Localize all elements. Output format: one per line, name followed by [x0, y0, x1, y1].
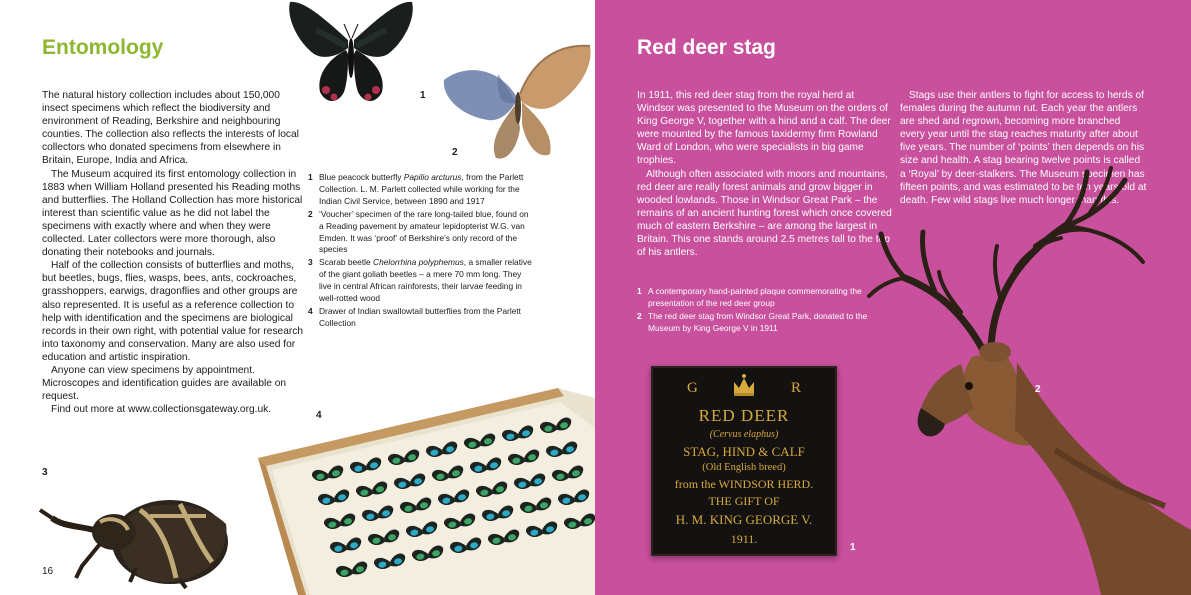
body-paragraph: Half of the collection consists of butterflies and moths, but beetles, bugs, flies, wasps, bees, ants, cockroaches, grasshoppers, earwigs, dragonflies and other groups are also represented. It is useful as a reference collection to help with identification and the specimens are biological records in their own right, with potential value for research into taxonomy and conservation. Many are also used for education and artistic inspiration.	[42, 260, 304, 363]
body-paragraph: Stags use their antlers to fight for access to herds of females during the autumn rut. Each year the antlers are shed and regrown, becoming more branched every year until the stag reaches maturity after about five years. The number of ‘points’ then depends on his size and health. A stag bearing twelve points is called a ‘Royal’ by deer-stalkers. The Museum specimen has fifteen points, and was estimated to be ten years old at death. Few wild stags live much longer than this.	[900, 90, 1147, 206]
caption-number: 1	[308, 172, 313, 182]
left-page	[0, 0, 595, 595]
caption-item: 1 A contemporary hand-painted plaque commemorating the presentation of the red deer group	[637, 286, 862, 308]
figure-label: 2	[452, 147, 458, 158]
plaque-line: RED DEER	[698, 406, 790, 425]
figure-label: 1	[420, 90, 426, 101]
figure-label: 3	[42, 467, 48, 478]
plaque-line: THE GIFT OF	[708, 494, 780, 508]
body-paragraph-link: Find out more at www.collectionsgateway.org.uk.	[51, 404, 272, 416]
page-number: 16	[42, 566, 54, 577]
plaque-letter-r: R	[790, 380, 801, 396]
butterfly-peacock-image	[286, 0, 416, 108]
plaque-line: (Cervus elaphus)	[709, 429, 779, 440]
plaque-line: 1911.	[730, 532, 758, 546]
caption-number: 2	[308, 208, 313, 219]
plaque-image	[651, 366, 837, 556]
caption-number: 4	[308, 305, 313, 316]
caption-item: 2 The red deer stag from Windsor Great Park, donated to the Museum by King George V in 1911	[637, 310, 868, 333]
stag-captions	[637, 286, 887, 336]
caption-item: 2 ‘Voucher’ specimen of the rare long-tailed blue, found on a Reading pavement by amateur lepidopterist W.G. van Emden. It was ‘proof’ of Berkshire’s only record of the species	[308, 208, 529, 255]
butterfly-long-tailed-blue-image	[438, 36, 595, 166]
stag-body-column-1	[637, 89, 893, 259]
body-paragraph: The Museum acquired its first entomology collection in 1883 when William Holland presented his Reading moths and butterflies. The Holland Collection has more historical interest than scientific value as he did not label the specimens with exactly where and when they were collected. Later collectors were more thorough, also donating their notebooks and journals.	[42, 168, 303, 259]
beetle-image	[30, 470, 240, 588]
entomology-body-text	[42, 89, 304, 416]
plaque-line: (Old English breed)	[702, 462, 786, 473]
caption-number: 1	[637, 286, 642, 296]
stag-image	[865, 150, 1191, 595]
entomology-captions	[308, 172, 533, 331]
figure-label: 2	[1035, 384, 1041, 395]
right-page	[595, 0, 1191, 595]
figure-label: 1	[850, 542, 856, 553]
butterfly-drawer-image	[258, 388, 595, 595]
page-title-entomology: Entomology	[42, 36, 164, 59]
body-paragraph: Anyone can view specimens by appointment. Microscopes and identification guides are available on request.	[42, 364, 287, 403]
body-paragraph: The natural history collection includes about 150,000 insect specimens which reflect the biodiversity and environment of Reading, Berkshire and neighbouring counties. The collection also reflects the interests of local collectors who donated specimens from elsewhere in Britain, Europe, India and Africa.	[42, 90, 299, 167]
figure-label: 4	[316, 410, 322, 421]
crown-icon	[731, 372, 757, 398]
caption-item: 1 Blue peacock butterfly Papilio arcturus, from the Parlett Collection. L. M. Parlett collected while working for the Indian Civil Service, between 1890 and 1917	[308, 172, 524, 206]
caption-item: 3 Scarab beetle Chelorrhina polyphemus, a smaller relative of the giant goliath beetles – a mere 70 mm long. They live in central African rainforests, their larvae feeding in well-rotted wood	[308, 257, 532, 304]
plaque-line: from the WINDSOR HERD.	[674, 477, 814, 491]
body-paragraph: In 1911, this red deer stag from the royal herd at Windsor was presented to the Museum on the orders of King George V, together with a hind and a calf. The deer were mounted by the famous taxidermy firm Rowland Ward of London, who were specialists in big game trophies.	[637, 90, 891, 167]
caption-number: 2	[637, 310, 642, 321]
page-title-red-deer-stag: Red deer stag	[637, 36, 776, 59]
caption-item: 4 Drawer of Indian swallowtail butterflies from the Parlett Collection	[308, 305, 522, 328]
caption-number: 3	[308, 257, 313, 268]
body-paragraph: Although often associated with moors and mountains, red deer are really forest animals and grow bigger in wooded lowlands. Those in Windsor Great Park – the remains of an ancient hunting forest which once covered much of eastern Berkshire – are among the largest in Britain. This one stands around 2.5 metres tall to the top of his antlers.	[637, 168, 892, 259]
plaque-line: STAG, HIND & CALF	[683, 444, 805, 459]
plaque-letter-g: G	[687, 380, 698, 396]
plaque-line: H. M. KING GEORGE V.	[675, 512, 813, 527]
